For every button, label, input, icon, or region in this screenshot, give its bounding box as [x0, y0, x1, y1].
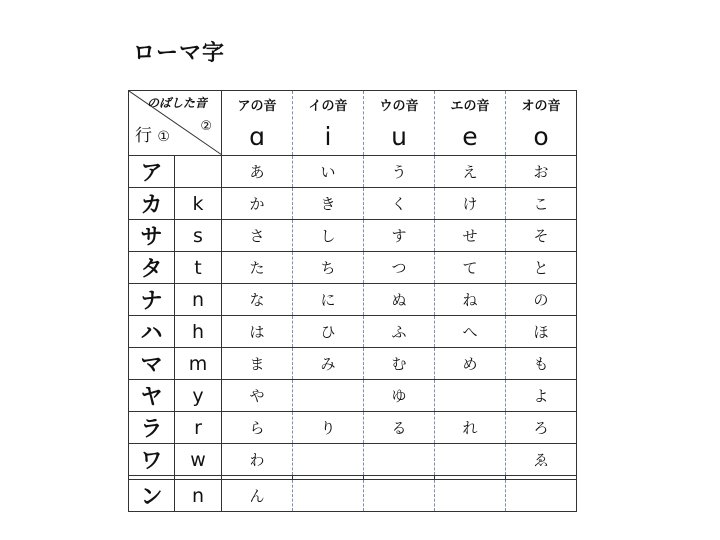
vowel-latin: o — [533, 122, 549, 151]
kana-cell — [293, 444, 364, 476]
row-katakana: ハ — [129, 316, 175, 348]
page-title: ローマ字 — [133, 41, 226, 66]
table-row — [129, 188, 577, 220]
row-katakana: タ — [129, 252, 175, 284]
corner-number-2: ② — [200, 119, 212, 134]
kana-cell: せ — [435, 220, 506, 252]
table-row — [129, 284, 577, 316]
kana-cell — [435, 380, 506, 412]
table-body — [129, 156, 577, 512]
row-katakana: ア — [129, 156, 175, 188]
kana-cell: よ — [506, 380, 577, 412]
kana-cell: ち — [293, 252, 364, 284]
table-row — [129, 316, 577, 348]
kana-cell: き — [293, 188, 364, 220]
row-katakana: ワ — [129, 444, 175, 476]
kana-cell: れ — [435, 412, 506, 444]
kana-cell: ら — [222, 412, 293, 444]
kana-cell: え — [435, 156, 506, 188]
kana-cell — [435, 480, 506, 512]
kana-cell: そ — [506, 220, 577, 252]
kana-cell: に — [293, 284, 364, 316]
vowel-latin: i — [324, 122, 332, 151]
kana-cell: や — [222, 380, 293, 412]
kana-cell: ね — [435, 284, 506, 316]
vowel-header — [293, 91, 364, 156]
kana-cell: ん — [222, 480, 293, 512]
row-consonant: s — [175, 220, 222, 252]
kana-cell: る — [364, 412, 435, 444]
table-row — [129, 480, 577, 512]
table-row — [129, 412, 577, 444]
kana-cell: ゆ — [364, 380, 435, 412]
row-consonant: n — [175, 480, 222, 512]
kana-cell: あ — [222, 156, 293, 188]
kana-cell: か — [222, 188, 293, 220]
kana-cell: は — [222, 316, 293, 348]
kana-cell: ほ — [506, 316, 577, 348]
kana-cell: な — [222, 284, 293, 316]
vowel-name: イの音 — [308, 99, 348, 114]
row-katakana: ヤ — [129, 380, 175, 412]
kana-cell — [364, 480, 435, 512]
row-consonant: w — [175, 444, 222, 476]
vowel-name: エの音 — [450, 99, 490, 114]
kana-cell: も — [506, 348, 577, 380]
table-row — [129, 220, 577, 252]
row-consonant: h — [175, 316, 222, 348]
kana-cell: た — [222, 252, 293, 284]
row-katakana: マ — [129, 348, 175, 380]
table-row — [129, 380, 577, 412]
kana-cell — [435, 444, 506, 476]
vowel-latin: u — [391, 122, 407, 151]
kana-cell: い — [293, 156, 364, 188]
kana-cell: ひ — [293, 316, 364, 348]
row-consonant: t — [175, 252, 222, 284]
kana-cell — [506, 480, 577, 512]
header-row — [129, 91, 577, 156]
vowel-latin: ɑ — [249, 122, 265, 151]
kana-cell: て — [435, 252, 506, 284]
row-katakana: ナ — [129, 284, 175, 316]
kana-cell: む — [364, 348, 435, 380]
kana-cell: こ — [506, 188, 577, 220]
kana-cell: し — [293, 220, 364, 252]
kana-cell: ふ — [364, 316, 435, 348]
row-consonant — [175, 156, 222, 188]
row-katakana: ン — [129, 480, 175, 512]
row-consonant: r — [175, 412, 222, 444]
kana-cell: け — [435, 188, 506, 220]
corner-long-sound-label: のばした音 — [147, 96, 208, 110]
kana-cell — [364, 444, 435, 476]
kana-cell: つ — [364, 252, 435, 284]
kana-cell — [293, 380, 364, 412]
row-consonant: y — [175, 380, 222, 412]
vowel-header — [364, 91, 435, 156]
vowel-name: オの音 — [521, 99, 561, 114]
romaji-table — [128, 90, 577, 512]
corner-cell — [129, 91, 222, 156]
vowel-latin: e — [462, 122, 478, 151]
kana-cell: ゑ — [506, 444, 577, 476]
row-katakana: サ — [129, 220, 175, 252]
kana-cell: へ — [435, 316, 506, 348]
kana-cell: ぬ — [364, 284, 435, 316]
kana-cell: く — [364, 188, 435, 220]
kana-cell: の — [506, 284, 577, 316]
kana-cell: さ — [222, 220, 293, 252]
table-row — [129, 444, 577, 476]
kana-cell: わ — [222, 444, 293, 476]
vowel-name: ウの音 — [379, 99, 419, 114]
row-consonant: k — [175, 188, 222, 220]
corner-row-text: 行 — [135, 126, 152, 146]
corner-row-label — [135, 121, 170, 146]
kana-cell: お — [506, 156, 577, 188]
vowel-header — [435, 91, 506, 156]
kana-cell: み — [293, 348, 364, 380]
kana-cell: り — [293, 412, 364, 444]
kana-cell: め — [435, 348, 506, 380]
row-katakana: ラ — [129, 412, 175, 444]
kana-cell: う — [364, 156, 435, 188]
kana-cell: ろ — [506, 412, 577, 444]
row-katakana: カ — [129, 188, 175, 220]
vowel-name: アの音 — [237, 99, 277, 114]
row-consonant: m — [175, 348, 222, 380]
vowel-header — [506, 91, 577, 156]
table-row — [129, 252, 577, 284]
row-consonant: n — [175, 284, 222, 316]
table-row — [129, 156, 577, 188]
kana-cell: ま — [222, 348, 293, 380]
kana-cell — [293, 480, 364, 512]
kana-cell: と — [506, 252, 577, 284]
vowel-header — [222, 91, 293, 156]
corner-number-1: ① — [157, 129, 170, 145]
table-row — [129, 348, 577, 380]
kana-cell: す — [364, 220, 435, 252]
